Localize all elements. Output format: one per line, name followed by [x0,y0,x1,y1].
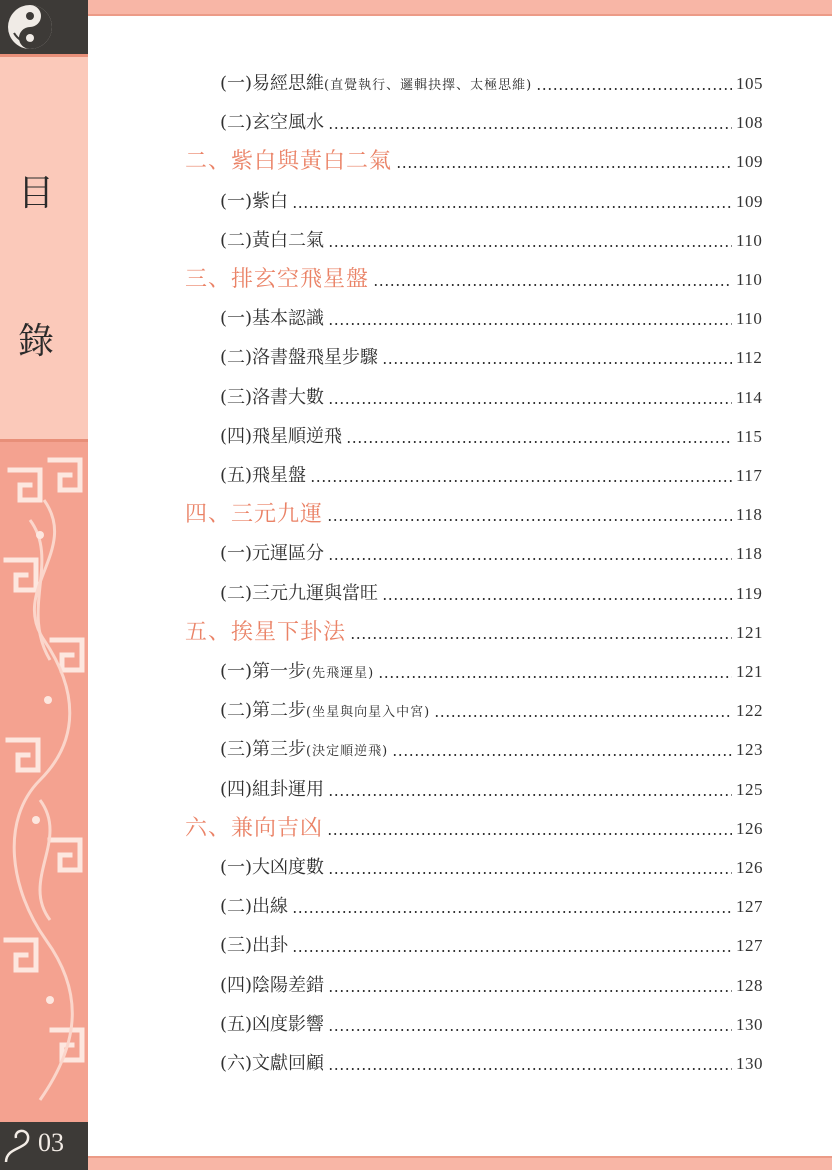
toc-entry-label: (二)洛書盤飛星步驟 [220,347,379,369]
dot-leader [328,558,732,560]
toc-page-number: 110 [736,230,763,250]
toc-page-number: 114 [736,387,763,407]
toc-entry-label: (一)紫白 [220,190,289,212]
dot-leader [373,284,732,286]
dot-leader [327,519,732,521]
toc-entry-title [220,383,324,413]
toc-entry-label: (二)第二步 [220,700,307,722]
dot-leader [328,127,732,129]
toc-page-number: 117 [736,466,763,485]
toc-entry-title [185,500,323,530]
toc-entry-title [220,461,306,491]
toc-entry[interactable] [0,422,832,452]
toc-entry-title [220,657,374,689]
toc-entry-label: (四)飛星順逆飛 [220,425,343,447]
toc-entry-title [220,1049,324,1079]
dot-leader [396,166,732,168]
toc-page-number: 121 [736,622,763,642]
toc-entry-label: 二、紫白與黃白二氣 [185,149,393,175]
toc-entry-label: (一)元運區分 [220,543,325,565]
toc-entry-label: 五、挨星下卦法 [185,619,347,645]
toc-entry[interactable] [0,383,832,413]
toc-entry-title [220,539,324,569]
toc-entry-label: (二)三元九運與當旺 [220,582,379,604]
toc-entry[interactable] [0,931,832,961]
toc-entry-note: (決定順逆飛) [306,744,389,760]
toc-entry[interactable] [0,304,832,334]
toc-entry[interactable] [0,539,832,569]
toc-entry-label: (一)大凶度數 [220,857,325,878]
toc-entry[interactable] [0,108,832,138]
toc-entry-title [220,892,288,922]
toc-page-number: 126 [736,858,763,877]
toc-entry-title [220,343,378,373]
toc-entry-label: (一)易經思維 [220,73,325,94]
toc-entry[interactable] [0,69,832,99]
dot-leader [350,637,732,639]
toc-entry[interactable] [0,853,832,883]
toc-entry-title [220,579,378,609]
dot-leader [292,206,732,208]
dot-leader [328,402,732,404]
toc-page-number: 118 [736,505,763,525]
toc-entry-note: (直覺執行、邏輯抉擇、太極思維) [324,78,533,93]
toc-entry-title [220,422,342,452]
toc-entry-title [220,1010,324,1040]
toc-page-number: 128 [736,975,763,995]
dot-leader [327,833,732,835]
toc-entry-title [220,931,288,961]
toc-entry[interactable] [0,735,832,765]
dot-leader [328,245,732,247]
toc-page-number: 110 [736,270,763,289]
dot-leader [378,676,732,678]
dot-leader [328,990,732,992]
toc-entry-label: (一)第一步 [220,661,307,682]
toc-section-entry[interactable] [0,618,832,648]
toc-entry-label: (三)出卦 [220,935,289,957]
dot-leader [310,480,732,482]
dot-leader [382,598,732,600]
toc-entry-label: (三)第三步 [220,739,307,761]
toc-entry-label: (二)黃白二氣 [220,229,325,251]
toc-entry-title [220,187,288,217]
toc-entry-title [185,814,323,844]
dot-leader [292,911,732,913]
toc-entry-title [185,618,346,648]
toc-section-entry[interactable] [0,814,832,844]
toc-entry-title [220,69,532,101]
toc-entry[interactable] [0,892,832,922]
toc-page-number: 127 [736,897,763,917]
toc-entry-title [220,226,324,256]
toc-page-number: 112 [736,348,763,368]
dot-leader [328,1029,732,1031]
toc-page-number: 105 [736,74,763,93]
toc-entry-label: (六)文獻回顧 [220,1053,325,1074]
toc-entry[interactable] [0,1010,832,1040]
toc-entry-title [185,147,392,177]
dot-leader [328,1068,732,1070]
toc-entry-label: (一)基本認識 [220,308,325,330]
toc-page-number: 110 [736,309,763,329]
toc-entry[interactable] [0,696,832,726]
toc-page-number: 118 [736,544,763,564]
dot-leader [392,754,732,756]
dot-leader [328,794,732,796]
toc-section-entry[interactable] [0,500,832,530]
dot-leader [328,872,732,874]
toc-entry-label: (二)玄空風水 [220,112,325,134]
toc-page-number: 130 [736,1014,763,1034]
toc-page-number: 126 [736,818,763,838]
toc-section-entry[interactable] [0,265,832,295]
toc-title-char: 錄 [17,321,54,362]
toc-entry-title [185,265,369,295]
toc-entry[interactable] [0,343,832,373]
toc-entry-note: (先飛運星) [306,666,375,681]
toc-page-number: 115 [736,426,763,446]
page-number: 03 [38,1128,64,1157]
toc-entry-note: (坐星與向星入中宮) [306,705,431,721]
toc-page-number: 122 [736,701,763,721]
toc-entry[interactable] [0,579,832,609]
toc-entry-label: (四)組卦運用 [220,778,325,800]
toc-entry[interactable] [0,657,832,687]
toc-entry-label: 四、三元九運 [185,502,324,528]
toc-page-number: 121 [736,662,763,681]
toc-entry-label: (四)陰陽差錯 [220,974,325,996]
toc-entry-label: (二)出線 [220,896,289,918]
toc-entry-title [220,108,324,138]
toc-entry-title [220,696,430,728]
toc-page-number: 119 [736,583,763,603]
dot-leader [328,323,732,325]
toc-page-number: 109 [736,152,763,172]
toc-entry-title [220,971,324,1001]
dot-leader [382,362,732,364]
toc-page-number: 123 [736,740,763,760]
toc-entry-label: (三)洛書大數 [220,386,325,408]
toc-entry-title [220,853,324,883]
toc-page-number: 130 [736,1054,763,1073]
toc-entry[interactable] [0,461,832,491]
toc-page-number: 125 [736,779,763,799]
toc-entry-title [220,775,324,805]
toc-entry-label: 三、排玄空飛星盤 [185,267,370,292]
toc-entry-title [220,735,388,767]
dot-leader [346,441,732,443]
toc-entry[interactable] [0,187,832,217]
dot-leader [536,88,732,90]
toc-entry[interactable] [0,226,832,256]
toc-page-number: 108 [736,113,763,133]
toc-entry[interactable] [0,971,832,1001]
dot-leader [434,715,732,717]
toc-title-char: 目 [17,173,54,214]
toc-section-entry[interactable] [0,147,832,177]
toc-page-number: 127 [736,936,763,956]
toc-entry-label: (五)飛星盤 [220,465,307,486]
toc-entry[interactable] [0,775,832,805]
toc-page-number: 109 [736,191,763,211]
toc-entry-label: (五)凶度影響 [220,1013,325,1035]
toc-entry-label: 六、兼向吉凶 [185,815,324,841]
toc-entry-title [220,304,324,334]
dot-leader [292,950,732,952]
toc-entry[interactable] [0,1049,832,1079]
